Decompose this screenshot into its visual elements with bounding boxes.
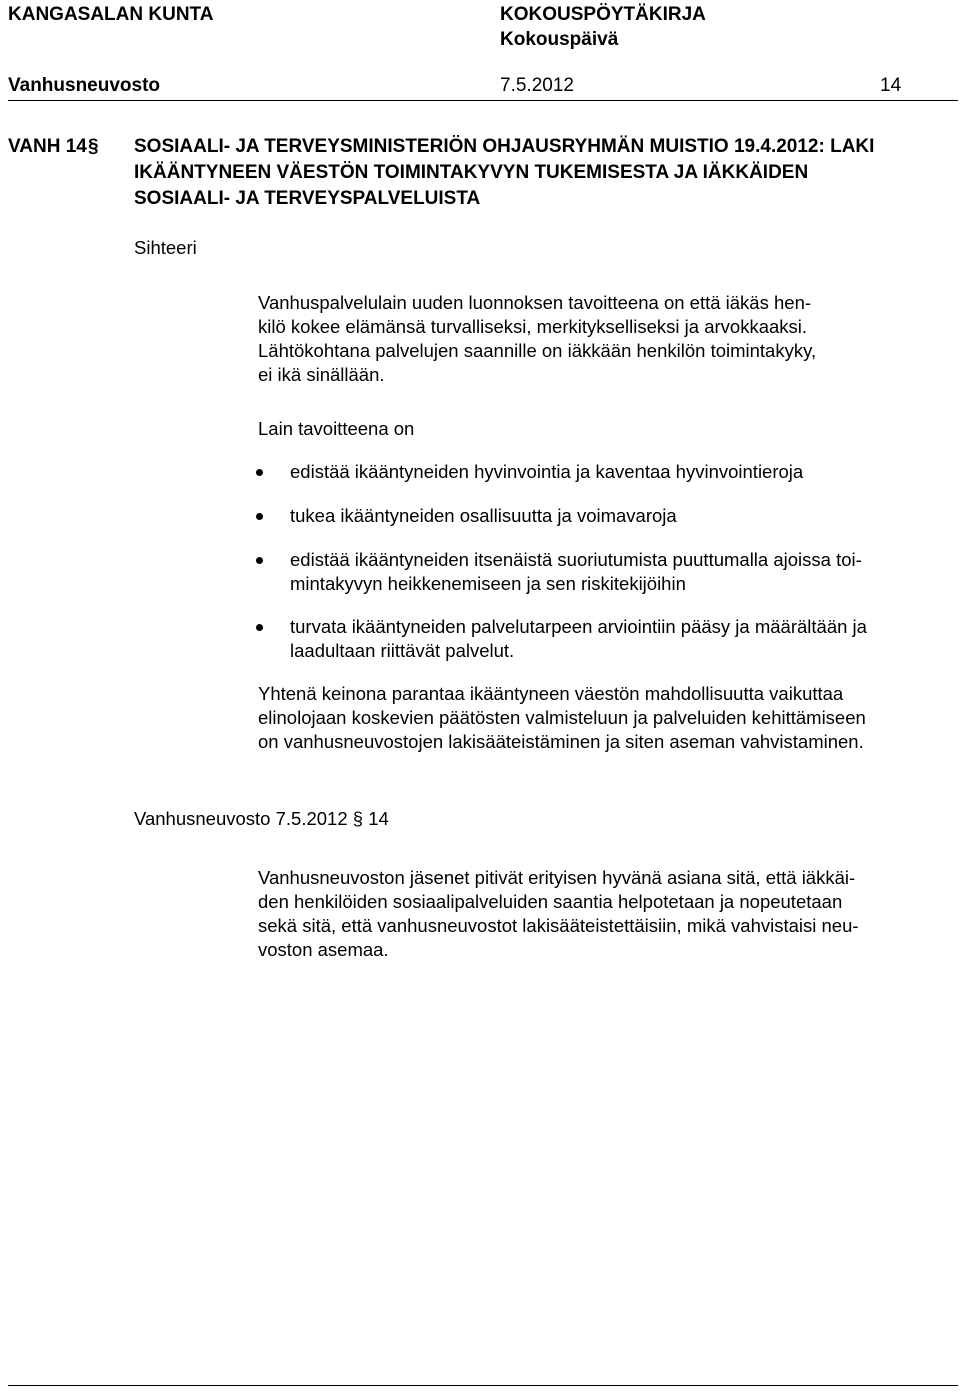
bullet-dot [256,513,263,520]
meeting-date: 7.5.2012 [500,75,574,96]
header-rule [8,100,958,101]
bullet-line: laadultaan riittävät palvelut. [290,640,515,661]
decision-line: den henkilöiden sosiaalipalveluiden saantia helpotetaan ja nopeutetaan [258,891,843,912]
decision-heading-label: Vanhusneuvosto 7.5.2012 [134,808,348,829]
bullet-text [290,615,867,663]
bullet-dot [256,469,263,476]
intro-paragraph [258,291,816,387]
closing-line: on vanhusneuvostojen lakisääteistäminen ja siten aseman vahvistaminen. [258,731,864,752]
closing-paragraph [258,682,866,754]
intro-line: Lähtökohtana palvelujen saannille on iäkkään henkilön toimintakyky, [258,340,817,361]
body-name: Vanhusneuvosto [8,75,161,96]
document-type: KOKOUSPÖYTÄKIRJA [500,4,706,25]
section-symbol: § [88,136,99,157]
decision-heading [134,807,389,831]
closing-line: Yhtenä keinona parantaa ikääntyneen väestön mahdollisuutta vaikuttaa [258,683,844,704]
decision-heading-number: 14 [368,808,389,829]
org-name: KANGASALAN KUNTA [8,4,214,25]
intro-line: Vanhuspalvelulain uuden luonnoksen tavoitteena on että iäkäs hen- [258,292,812,313]
decision-line: voston asemaa. [258,939,389,960]
section-title-line: IKÄÄNTYNEEN VÄESTÖN TOIMINTAKYVYN TUKEMISESTA JA IÄKKÄIDEN [134,162,809,183]
intro-line: ei ikä sinällään. [258,364,385,385]
intro-line: kilö kokee elämänsä turvalliseksi, merkitykselliseksi ja arvokkaaksi. [258,316,808,337]
decision-paragraph [258,866,859,962]
section-code: VANH 14 [8,136,87,157]
bullet-line: mintakyvyn heikkenemiseen ja sen riskitekijöihin [290,573,686,594]
closing-line: elinolojaan koskevien päätösten valmisteluun ja palveluiden kehittämiseen [258,707,866,728]
decision-line: sekä sitä, että vanhusneuvostot lakisääteistettäisiin, mikä vahvistaisi neu- [258,915,859,936]
decision-line: Vanhusneuvoston jäsenet pitivät erityisen hyvänä asiana sitä, että iäkkäi- [258,867,856,888]
goal-heading: Lain tavoitteena on [258,418,415,439]
bullet-text [290,548,862,596]
section-title [134,134,874,212]
bullet-dot [256,624,263,631]
section-title-line: SOSIAALI- JA TERVEYSMINISTERIÖN OHJAUSRYHMÄN MUISTIO 19.4.2012: LAKI [134,136,875,157]
preparer-label: Sihteeri [134,237,197,258]
bullet-line: edistää ikääntyneiden itsenäistä suoriutumista puuttumalla ajoissa toi- [290,549,862,570]
bullet-text: tukea ikääntyneiden osallisuutta ja voimavaroja [290,505,677,526]
footer-rule [8,1385,958,1386]
bullet-dot [256,557,263,564]
section-title-line: SOSIAALI- JA TERVEYSPALVELUISTA [134,188,481,209]
bullet-text: edistää ikääntyneiden hyvinvointia ja kaventaa hyvinvointieroja [290,461,804,482]
page-number: 14 [880,75,902,96]
document-subtype: Kokouspäivä [500,29,619,50]
decision-heading-symbol: § [352,808,364,829]
bullet-line: turvata ikääntyneiden palvelutarpeen arviointiin pääsy ja määrältään ja [290,616,867,637]
